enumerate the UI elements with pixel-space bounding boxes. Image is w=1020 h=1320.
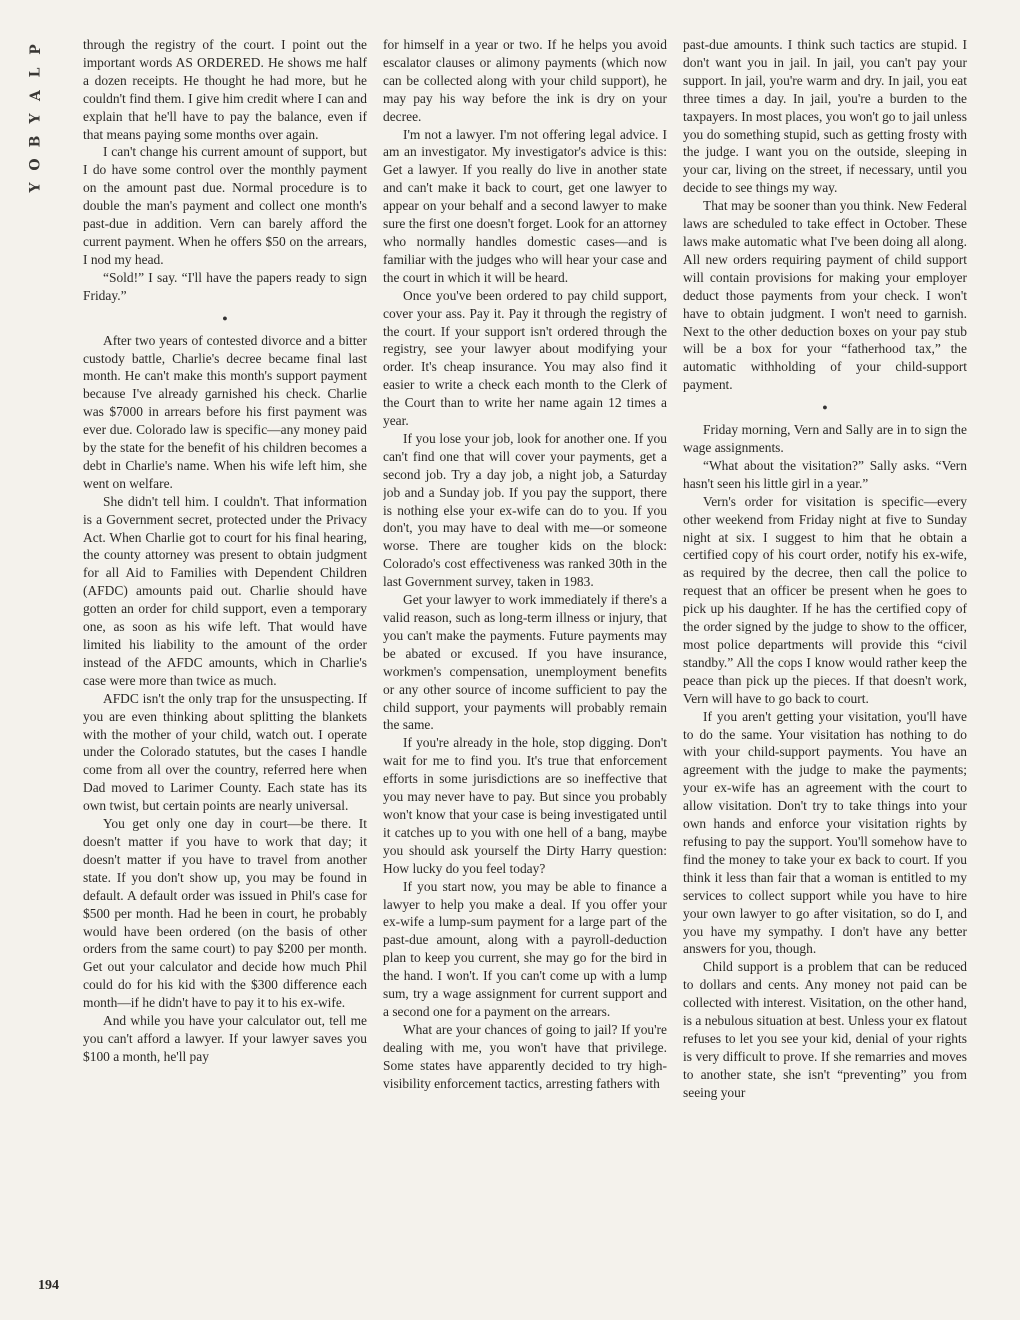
article-body [83,36,966,1286]
article-paragraph: through the registry of the court. I point out the important words AS ORDERED. He shows me half a dozen receipts. He thought he had more, but he couldn't find them. I give him credit where I can and explain that he'll have to pay the balance, even if that means paying some months over again. [83,37,367,142]
article-paragraph: Vern's order for visitation is specific—every other weekend from Friday night at five to Sunday night at six. I suggest to him that he obtain a certified copy of his court order, notify his ex-wife, as required by the decree, then call the police to request that an officer be present when he goes to pick up his daughter. If he has the certified copy of the order signed by the judge to show to the officer, most police departments will provide this “civil standby.” All the cops I know would rather keep the peace than pick up the pieces. If that doesn't work, Vern will have to go back to court. [683,493,967,706]
article-column-3 [683,36,967,1286]
article-paragraph: And while you have your calculator out, tell me you can't afford a lawyer. If your lawyer saves you $100 a month, he'll pay [83,1013,367,1064]
masthead-letter: B [27,135,44,148]
article-paragraph: I can't change his current amount of support, but I do have some control over the monthly payment on the amount past due. Normal procedure is to double the man's payment and collect one month's past-due in addition. Vern can barely afford the current payment. When he offers $50 on the arrears, I nod my head. [83,144,367,267]
article-paragraph: “What about the visitation?” Sally asks. “Vern hasn't seen his little girl in a year.” [683,457,967,491]
article-paragraph: Child support is a problem that can be reduced to dollars and cents. Any money not paid can be collected with interest. Visitation, on the other hand, is a nebulous situation at best. Unless your ex flatout refuses to let you see your kid, denial of your rights is very difficult to prove. If she remarries and moves to another state, she isn't “preventing” you from seeing your [683,959,967,1100]
article-paragraph: for himself in a year or two. If he helps you avoid escalator clauses or alimony payments (which now can be collected along with your child support), he may pay his way before the ink is dry on your decree. [383,37,667,124]
page-number: 194 [38,1278,59,1293]
article-paragraph: After two years of contested divorce and a bitter custody battle, Charlie's decree became final last month. He can't make this month's support payment because I've already garnished his check. Charlie was $7000 in arrears before his first payment was ever due. Colorado law is specific—any money paid by the state for the benefit of his children becomes a debt in Charlie's name. When his wife left him, she went on welfare. [83,332,367,491]
masthead-letter: A [27,90,44,101]
masthead-letter: Y [27,182,44,193]
article-paragraph: What are your chances of going to jail? If you're dealing with me, you won't have that privilege. Some states have apparently decided to try high-visibility enforcement tactics, arresting fathers with [383,1021,667,1091]
article-paragraph: If you start now, you may be able to finance a lawyer to help you make a deal. If you offer your ex-wife a lump-sum payment for a large part of the past-due amount, along with a payroll-deduction plan to keep you current, she may go for the bird in the hand. I won't. If you can't come up with a lump sum, try a wage assignment for current support and a second one for a payment on the arrears. [383,878,667,1019]
article-paragraph: If you lose your job, look for another one. If you can't find one that will cover your payments, get a second job. Try a day job, a night job, a Saturday job and a Sunday job. If you pay the support, there is nothing else your ex-wife can do to you. If you don't, you may have to deal with me—or someone worse. There are tougher kids on the block: Colorado's cost effectiveness was ranked 30th in the last Government survey, taken in 1983. [383,430,667,590]
article-paragraph: If you aren't getting your visitation, you'll have to do the same. Your visitation has nothing to do with your child-support payments. You have an agreement with the judge to make the payments; your ex-wife has an agreement with the court to allow visitation. Don't try to take things into your own hands and enforce your visitation rights by refusing to pay the support. You'll somehow have to find the money to take your ex back to court. If you think it less than fair that a woman is entitled to my services to collect support while you have to hire your own lawyer to go after visitation, so do I, and you have my sympathy. I don't have any better answers for you, though. [683,708,967,957]
section-divider: ● [222,312,228,323]
masthead-letter: O [27,158,44,171]
masthead-letter: P [27,44,44,55]
article-paragraph: Get your lawyer to work immediately if there's a valid reason, such as long-term illness or injury, that you can't make the payments. Future payments may be abated or excused. If you have insurance, workmen's compensation, unemployment benefits or any other source of income sufficient to pay the child support, your payments will probably remain the same. [383,592,667,733]
article-column-2 [383,36,667,1286]
article-paragraph: If you're already in the hole, stop digging. Don't wait for me to find you. It's true that enforcement efforts in some jurisdictions are so ineffective that you may never have to pay. But since you probably won't know that your case is being investigated until it catches up to you with one hell of a bang, maybe you should ask yourself the Dirty Harry question: How lucky do you feel today? [383,735,667,876]
article-paragraph: Once you've been ordered to pay child support, cover your ass. Pay it. Pay it through the registry of the court. If your support isn't ordered through the registry, see your lawyer about modifying your order. It's cheap insurance. You may also find it easier to write a check each month to the Clerk of the Court than to write her name again 12 times a year. [383,287,667,429]
article-paragraph: AFDC isn't the only trap for the unsuspecting. If you are even thinking about splitting the blankets with the mother of your child, watch out. I operate under the Colorado statutes, but the cases I handle come from all over the country, referred here when Dad moved to Larimer County. Each state has its own twist, but certain points are nearly universal. [83,690,367,814]
article-paragraph: You get only one day in court—be there. It doesn't matter if you have to work that day; it doesn't matter if you have to travel from another state. If you don't show up, you may be found in default. A default order was issued in Phil's case for $500 per month. Had he been in court, he probably would have been ordered (on the basis of other orders from the same court) to pay $200 per month. Get out your calculator and decide how much Phil could do for his kid with the $300 difference each month—if he didn't have to pay it to his ex-wife. [83,816,367,1011]
section-divider: ● [822,402,828,413]
article-column-1 [83,36,367,1286]
article-paragraph: She didn't tell him. I couldn't. That information is a Government secret, protected under the Privacy Act. When Charlie got to court for his final hearing, the county attorney was present to obtain judgment for all Aid to Families with Dependent Children (AFDC) amounts paid out. Charlie should have gotten an order for child support, even a temporary one, as soon as his wife left. That would have limited his liability to the amount of the order instead of the AFDC amounts, which in Charlie's case were more than twice as much. [83,493,367,688]
magazine-masthead [27,38,44,199]
article-paragraph: “Sold!” I say. “I'll have the papers ready to sign Friday.” [83,269,367,303]
article-paragraph: Friday morning, Vern and Sally are in to sign the wage assignments. [683,422,967,456]
masthead-letter: L [27,67,44,78]
masthead-letter: Y [27,113,44,124]
article-paragraph: That may be sooner than you think. New Federal laws are scheduled to take effect in October. These laws make automatic what I've been doing all along. All new orders requiring payment of child support will contain provisions for making your employer deduct those payments from your check. I won't have to obtain judgment. I won't need to garnish. Next to the other deduction boxes on your pay stub will be a box for your “fatherhood tax,” the automatic withholding of your child-support payment. [683,198,967,393]
article-paragraph: I'm not a lawyer. I'm not offering legal advice. I am an investigator. My investigator's advice is this: Get a lawyer. If you really do live in another state and can't make it back to court, get one lawyer to appear on your behalf and a second lawyer to make sure the first one doesn't forget. Look for an attorney who normally handles domestic cases—and is familiar with the judges who will hear your case and the court in which it will be heard. [383,126,667,285]
article-paragraph: past-due amounts. I think such tactics are stupid. I don't want you in jail. In jail, you can't pay your support. In jail, you're warm and dry. In jail, you eat three times a day. In jail, you're a burden to the taxpayers. In most places, you won't go to jail unless you do something stupid, such as getting frosty with the judge. I want you on the outside, sleeping in your car, living on the street, if necessary, until you decide to see things my way. [683,37,967,196]
